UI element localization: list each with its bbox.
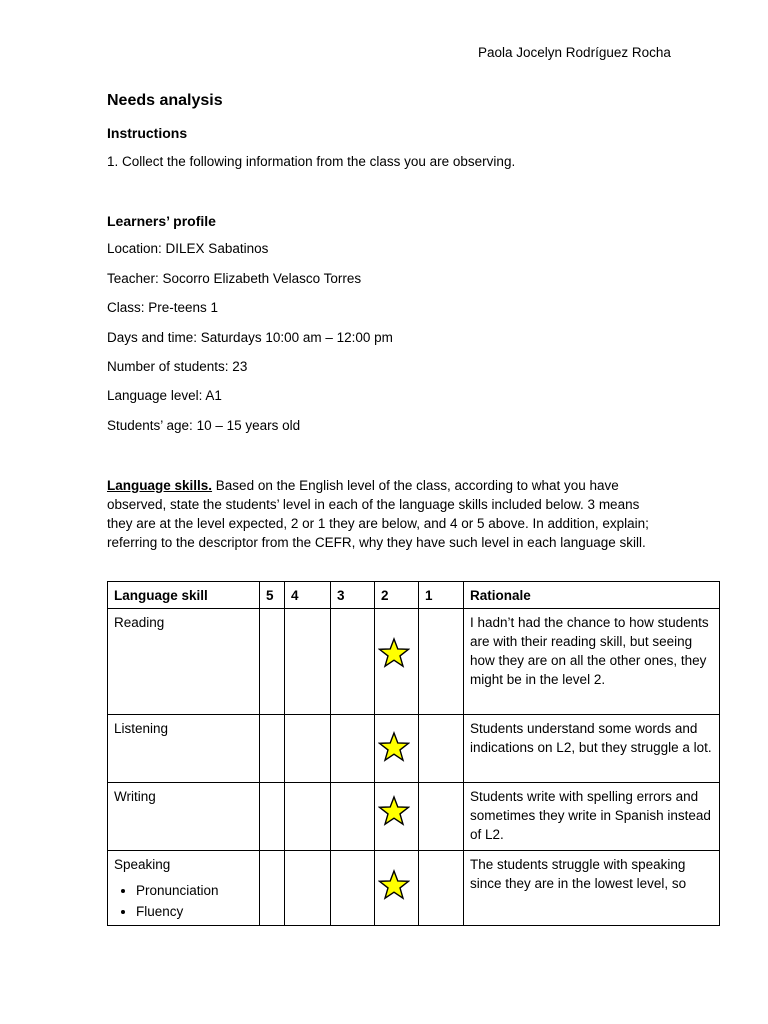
rating-cell-3 [331, 715, 375, 783]
list-item: • Fluency [136, 901, 253, 922]
header-5: 5 [260, 582, 285, 609]
profile-students: Number of students: 23 [107, 359, 248, 374]
list-item: • Pronunciation [136, 880, 253, 901]
header-language-skill: Language skill [108, 582, 260, 609]
rating-cell-4 [285, 851, 331, 926]
skill-cell [108, 851, 260, 926]
rating-cell-5 [260, 851, 285, 926]
skill-subitems [114, 880, 253, 922]
rating-cell-4 [285, 715, 331, 783]
table-header-row [108, 582, 720, 609]
rating-cell-5 [260, 783, 285, 851]
rating-cell-3 [331, 783, 375, 851]
rating-cell-3 [331, 609, 375, 715]
rationale-cell: Students understand some words and indications on L2, but they struggle a lot. [464, 715, 720, 783]
skills-text: Based on the English level of the class, according to what you have observed, state the students’ level in each of the language skills included below. 3 means they are at the level expected, 2 or 1 they are below, and 4 or 5 above. In addition, explain; referring to the descriptor from the CEFR, why they have such level in each language skill. [107, 478, 649, 550]
skill-cell: Listening [108, 715, 260, 783]
skills-lead: Language skills. [107, 478, 213, 493]
rating-cell-1 [419, 609, 464, 715]
star-icon [378, 731, 410, 763]
rating-cell-3 [331, 851, 375, 926]
page-title: Needs analysis [107, 92, 223, 109]
table-row [108, 851, 720, 926]
profile-days-time: Days and time: Saturdays 10:00 am – 12:00 pm [107, 330, 393, 345]
star-icon [378, 795, 410, 827]
rationale-cell: The students struggle with speaking since they are in the lowest level, so [464, 851, 720, 926]
rationale-cell: I hadn’t had the chance to how students are with their reading skill, but seeing how they are on all the other ones, they might be in the level 2. [464, 609, 720, 715]
rating-cell-2 [375, 609, 419, 715]
header-rationale: Rationale [464, 582, 720, 609]
header-2: 2 [375, 582, 419, 609]
profile-class: Class: Pre-teens 1 [107, 300, 219, 315]
rating-cell-5 [260, 609, 285, 715]
skill-cell: Writing [108, 783, 260, 851]
star-icon [378, 637, 410, 669]
instructions-item: 1. Collect the following information from the class you are observing. [107, 154, 516, 169]
profile-teacher: Teacher: Socorro Elizabeth Velasco Torres [107, 271, 362, 286]
rating-cell-1 [419, 783, 464, 851]
profile-level: Language level: A1 [107, 388, 222, 403]
rationale-cell: Students write with spelling errors and sometimes they write in Spanish instead of L2. [464, 783, 720, 851]
rating-cell-1 [419, 715, 464, 783]
profile-location: Location: DILEX Sabatinos [107, 241, 269, 256]
skills-table [107, 581, 720, 926]
author-name: Paola Jocelyn Rodríguez Rocha [478, 45, 671, 60]
rating-cell-2 [375, 851, 419, 926]
table-row [108, 609, 720, 715]
skill-cell: Reading [108, 609, 260, 715]
profile-age: Students’ age: 10 – 15 years old [107, 418, 301, 433]
rating-cell-4 [285, 609, 331, 715]
rating-cell-1 [419, 851, 464, 926]
instructions-heading: Instructions [107, 125, 188, 141]
profile-heading: Learners’ profile [107, 213, 216, 229]
header-1: 1 [419, 582, 464, 609]
header-3: 3 [331, 582, 375, 609]
rating-cell-5 [260, 715, 285, 783]
table-row [108, 715, 720, 783]
skills-instructions [107, 476, 667, 552]
star-icon [378, 869, 410, 901]
rating-cell-2 [375, 715, 419, 783]
header-4: 4 [285, 582, 331, 609]
skill-label: Speaking [114, 857, 171, 872]
rating-cell-4 [285, 783, 331, 851]
table-row [108, 783, 720, 851]
rating-cell-2 [375, 783, 419, 851]
